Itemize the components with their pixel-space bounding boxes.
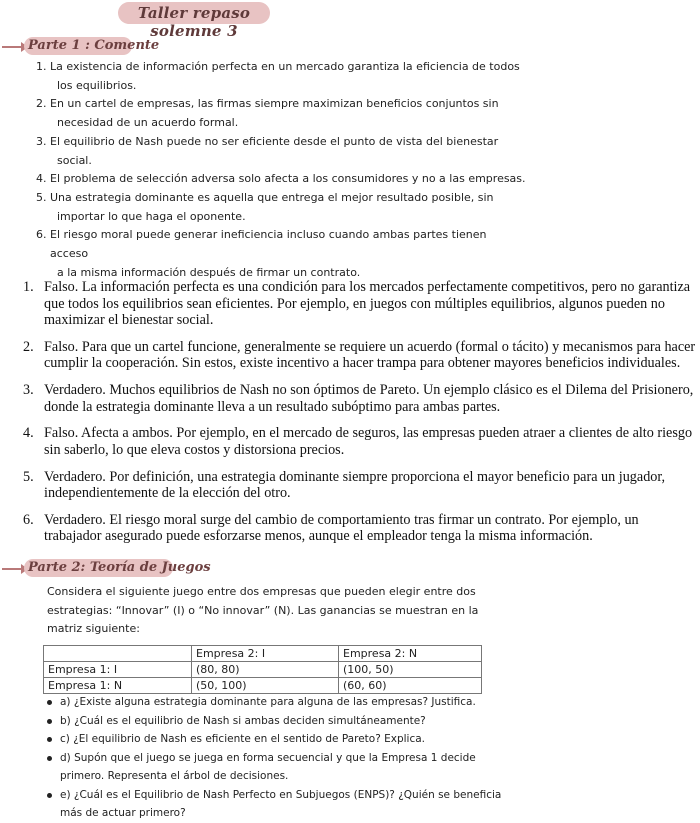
- table-row: [44, 678, 482, 694]
- statement-item: 3. El equilibrio de Nash puede no ser eficiente desde el punto de vista del bienestar social.: [36, 134, 499, 167]
- answer-item: 4. Falso. Afecta a ambos. Por ejemplo, en el mercado de seguros, las empresas pueden atraer a clientes de alto riesgo sin saberlo, lo que eleva costos y distorsiona precios.: [23, 425, 693, 458]
- question-item: d) Supón que el juego se juega en forma secuencial y que la Empresa 1 decide primero. Representa el árbol de decisiones.: [47, 749, 501, 786]
- part2-highlight: [24, 559, 211, 577]
- bullet-icon: [47, 756, 52, 761]
- bullet-icon: [47, 793, 52, 798]
- arrow-right-icon: [2, 568, 26, 570]
- answer-item: 5. Verdadero. Por definición, una estrategia dominante siempre proporciona el mayor beneficio para un jugador, independientemente de la elección del otro.: [23, 468, 666, 502]
- bullet-icon: [47, 719, 52, 724]
- part2-intro: Considera el siguiente juego entre dos empresas que pueden elegir entre dos estrategias: “Innovar” (I) o “No innovar” (N). Las ganancias se muestran en la matriz siguiente:: [47, 585, 479, 635]
- answer-item: 3. Verdadero. Muchos equilibrios de Nash no son óptimos de Pareto. Un ejemplo clásico es el Dilema del Prisionero, donde la estrategia dominante lleva a un resultado subóptimo para ambas partes.: [23, 382, 694, 415]
- statement-item: 6. El riesgo moral puede generar ineficiencia incluso cuando ambas partes tienen acceso a la misma información después de firmar un contrato.: [36, 228, 487, 279]
- table-cell: [44, 646, 192, 662]
- table-cell: (50, 100): [192, 678, 339, 694]
- table-cell: (80, 80): [192, 662, 339, 678]
- table-header: Empresa 2: I: [192, 646, 339, 662]
- statement-item: 5. Una estrategia dominante es aquella que entrega el mejor resultado posible, sin importar lo que haga el oponente.: [36, 190, 494, 223]
- answer-item: 2. Falso. Para que un cartel funcione, generalmente se requiere un acuerdo (formal o tácito) y mecanismos para hacer cumplir la cooperación. Sin estos, existe incentivo a hacer trampa para obtener mayores beneficios individuales.: [23, 338, 696, 372]
- table-cell: (100, 50): [339, 662, 482, 678]
- answer-item: 6. Verdadero. El riesgo moral surge del cambio de comportamiento tras firmar un contrato. Por ejemplo, un trabajador asegurado puede esforzarse menos, aunque el empleador tenga la misma información.: [23, 511, 639, 545]
- part2-heading-text: Parte 2: Teoría de Juegos: [28, 560, 211, 575]
- row-label: Empresa 1: I: [44, 662, 192, 678]
- statement-item: 1. La existencia de información perfecta en un mercado garantiza la eficiencia de todos los equilibrios.: [36, 60, 520, 92]
- title-text: Taller repaso solemne 3: [137, 4, 251, 40]
- table-header-row: [44, 646, 482, 662]
- document-title: [118, 2, 270, 40]
- part1-statements: [36, 58, 526, 282]
- statement-item: 2. En un cartel de empresas, las firmas siempre maximizan beneficios conjuntos sin necesidad de un acuerdo formal.: [36, 97, 499, 130]
- bullet-icon: [47, 737, 52, 742]
- question-item: a) ¿Existe alguna estrategia dominante para alguna de las empresas? Justifica.: [47, 693, 501, 712]
- part1-answers: [23, 279, 698, 555]
- row-label: Empresa 1: N: [44, 678, 192, 694]
- statement-item: 4. El problema de selección adversa solo afecta a los consumidores y no a las empresas.: [36, 172, 526, 186]
- part2-questions: [47, 693, 501, 823]
- table-cell: (60, 60): [339, 678, 482, 694]
- question-item: b) ¿Cuál es el equilibrio de Nash si ambas deciden simultáneamente?: [47, 712, 501, 731]
- question-item: e) ¿Cuál es el Equilibrio de Nash Perfecto en Subjuegos (ENPS)? ¿Quién se beneficia más de actuar primero?: [47, 786, 501, 823]
- part1-heading-text: Parte 1 : Comente: [28, 38, 160, 53]
- payoff-matrix: [43, 645, 482, 694]
- table-header: Empresa 2: N: [339, 646, 482, 662]
- arrow-right-icon: [2, 46, 26, 48]
- part2-heading: [0, 559, 211, 579]
- bullet-icon: [47, 700, 52, 705]
- table-row: [44, 662, 482, 678]
- question-item: c) ¿El equilibrio de Nash es eficiente en el sentido de Pareto? Explica.: [47, 730, 501, 749]
- part1-heading: [0, 37, 160, 57]
- part1-highlight: [24, 37, 160, 55]
- answer-item: 1. Falso. La información perfecta es una condición para los mercados perfectamente competitivos, pero no garantiza que todos los equilibrios sean eficientes. Por ejemplo, en juegos con múltiples equilibrios, algunos pueden no maximizar el bienestar social.: [23, 279, 691, 328]
